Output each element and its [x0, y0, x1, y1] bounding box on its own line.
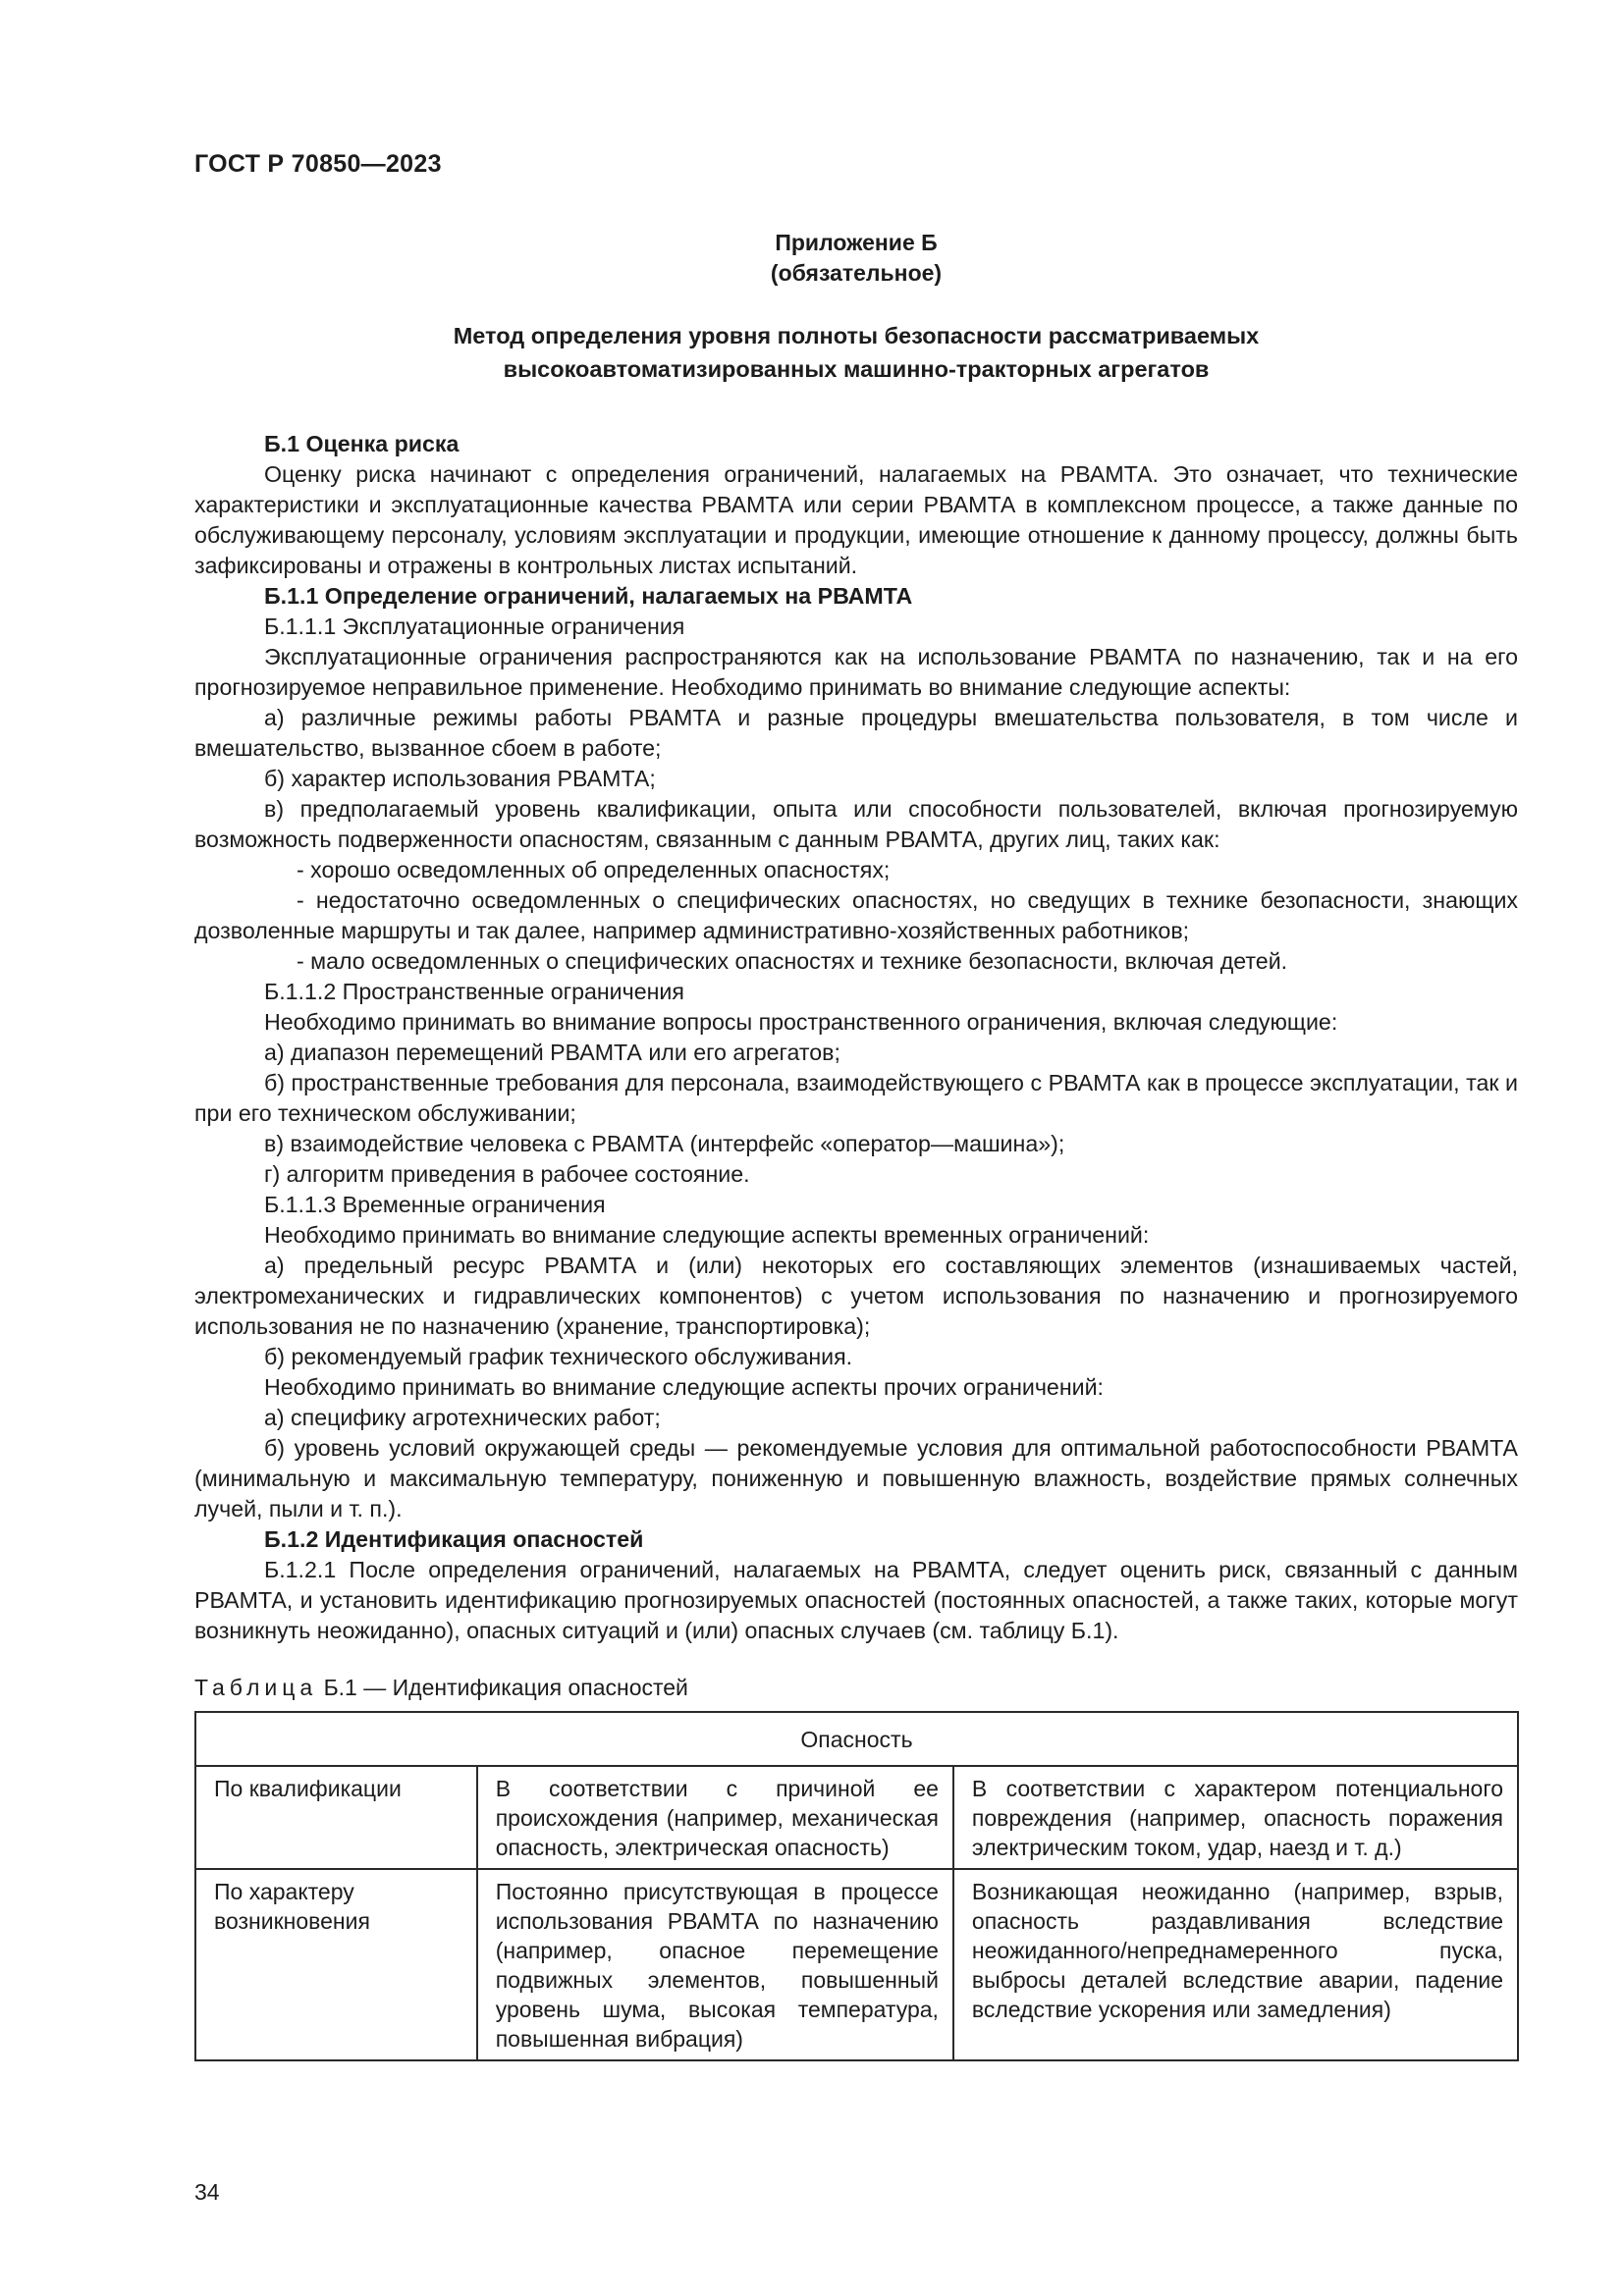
section-heading-b112: Б.1.1.2 Пространственные ограничения [264, 979, 684, 1004]
table-header-row [195, 1712, 1518, 1766]
list-item: г) алгоритм приведения в рабочее состояние. [264, 1161, 750, 1187]
list-item: б) характер использования РВАМТА; [264, 766, 656, 791]
sub-list-item: - мало осведомленных о специфических опасностях и технике безопасности, включая детей. [297, 948, 1288, 974]
main-title-line1: Метод определения уровня полноты безопасности рассматриваемых [453, 323, 1260, 348]
paragraph: Оценку риска начинают с определения ограничений, налагаемых на РВАМТА. Это означает, что технические характеристики и эксплуатационные качества РВАМТА или серии РВАМТА в комплексном процессе, а также данные по обслуживающему персоналу, условиям эксплуатации и продукции, имеющие отношение к данному процессу, должны быть зафиксированы и отражены в контрольных листах испытаний. [194, 461, 1518, 578]
paragraph: Необходимо принимать во внимание следующие аспекты временных ограничений: [264, 1222, 1150, 1248]
list-item: а) специфику агротехнических работ; [264, 1405, 661, 1430]
list-item: а) различные режимы работы РВАМТА и разные процедуры вмешательства пользователя, в том числе и вмешательство, вызванное сбоем в работе; [194, 705, 1518, 761]
table-row [195, 1766, 1518, 1869]
table-header-cell: Опасность [195, 1712, 1518, 1766]
table-caption-text: Б.1 — Идентификация опасностей [323, 1675, 688, 1700]
appendix-title: Приложение Б [775, 230, 938, 255]
section-heading-b12: Б.1.2 Идентификация опасностей [264, 1526, 644, 1552]
list-item: в) взаимодействие человека с РВАМТА (интерфейс «оператор—машина»); [264, 1131, 1065, 1156]
table-cell: Возникающая неожиданно (например, взрыв, опасность раздавливания вследствие неожиданного/непреднамеренного пуска, выбросы деталей вследствие аварии, падение вследствие ускорения или замедления) [953, 1869, 1518, 2060]
list-item: б) рекомендуемый график технического обслуживания. [264, 1344, 853, 1369]
sub-list-item: - хорошо осведомленных об определенных опасностях; [297, 857, 891, 882]
paragraph: Эксплуатационные ограничения распространяются как на использование РВАМТА по назначению, так и на его прогнозируемое неправильное применение. Необходимо принимать во внимание следующие аспекты: [194, 644, 1518, 700]
table-cell: Постоянно присутствующая в процессе использования РВАМТА по назначению (например, опасное перемещение подвижных элементов, повышенный уровень шума, высокая температура, повышенная вибрация) [477, 1869, 953, 2060]
paragraph: Необходимо принимать во внимание вопросы пространственного ограничения, включая следующие: [264, 1009, 1338, 1035]
page-number: 34 [194, 2179, 220, 2205]
table-cell: В соответствии с характером потенциального повреждения (например, опасность поражения электрическим током, удар, наезд и т. д.) [953, 1766, 1518, 1869]
table-caption-word: Таблица [194, 1675, 318, 1700]
list-item: а) диапазон перемещений РВАМТА или его агрегатов; [264, 1040, 840, 1065]
section-heading-b11: Б.1.1 Определение ограничений, налагаемых на РВАМТА [264, 583, 913, 609]
section-heading-b111: Б.1.1.1 Эксплуатационные ограничения [264, 614, 685, 639]
table-caption [194, 1675, 688, 1701]
list-item: б) уровень условий окружающей среды — рекомендуемые условия для оптимальной работоспособности РВАМТА (минимальную и максимальную температуру, пониженную и повышенную влажность, воздействие прямых солнечных лучей, пыли и т. п.). [194, 1435, 1518, 1522]
main-title [194, 319, 1518, 386]
table-cell: В соответствии с причиной ее происхождения (например, механическая опасность, электрическая опасность) [477, 1766, 953, 1869]
paragraph: Необходимо принимать во внимание следующие аспекты прочих ограничений: [264, 1374, 1104, 1400]
table-row [195, 1869, 1518, 2060]
section-heading-b1: Б.1 Оценка риска [264, 431, 460, 456]
sub-list-item: - недостаточно осведомленных о специфических опасностях, но сведущих в технике безопасности, знающих дозволенные маршруты и так далее, например административно-хозяйственных работников; [194, 887, 1518, 943]
hazard-table [194, 1711, 1519, 2061]
table-cell: По квалификации [195, 1766, 477, 1869]
document-code: ГОСТ Р 70850—2023 [194, 150, 442, 178]
section-heading-b113: Б.1.1.3 Временные ограничения [264, 1192, 606, 1217]
appendix-heading [194, 228, 1518, 289]
paragraph: Б.1.2.1 После определения ограничений, налагаемых на РВАМТА, следует оценить риск, связанный с данным РВАМТА, и установить идентификацию прогнозируемых опасностей (постоянных опасностей, а также таких, которые могут возникнуть неожиданно), опасных ситуаций и (или) опасных случаев (см. таблицу Б.1). [194, 1557, 1518, 1643]
appendix-status: (обязательное) [770, 260, 943, 286]
list-item: а) предельный ресурс РВАМТА и (или) некоторых его составляющих элементов (изнашиваемых частей, электромеханических и гидравлических компонентов) с учетом использования по назначению и прогнозируемого использования не по назначению (хранение, транспортировка); [194, 1253, 1518, 1339]
document-body [194, 429, 1518, 1646]
main-title-line2: высокоавтоматизированных машинно-тракторных агрегатов [503, 356, 1210, 382]
list-item: в) предполагаемый уровень квалификации, опыта или способности пользователей, включая прогнозируемую возможность подверженности опасностям, связанным с данным РВАМТА, других лиц, таких как: [194, 796, 1518, 852]
table-cell: По характеру возникновения [195, 1869, 477, 2060]
list-item: б) пространственные требования для персонала, взаимодействующего с РВАМТА как в процессе эксплуатации, так и при его техническом обслуживании; [194, 1070, 1518, 1126]
